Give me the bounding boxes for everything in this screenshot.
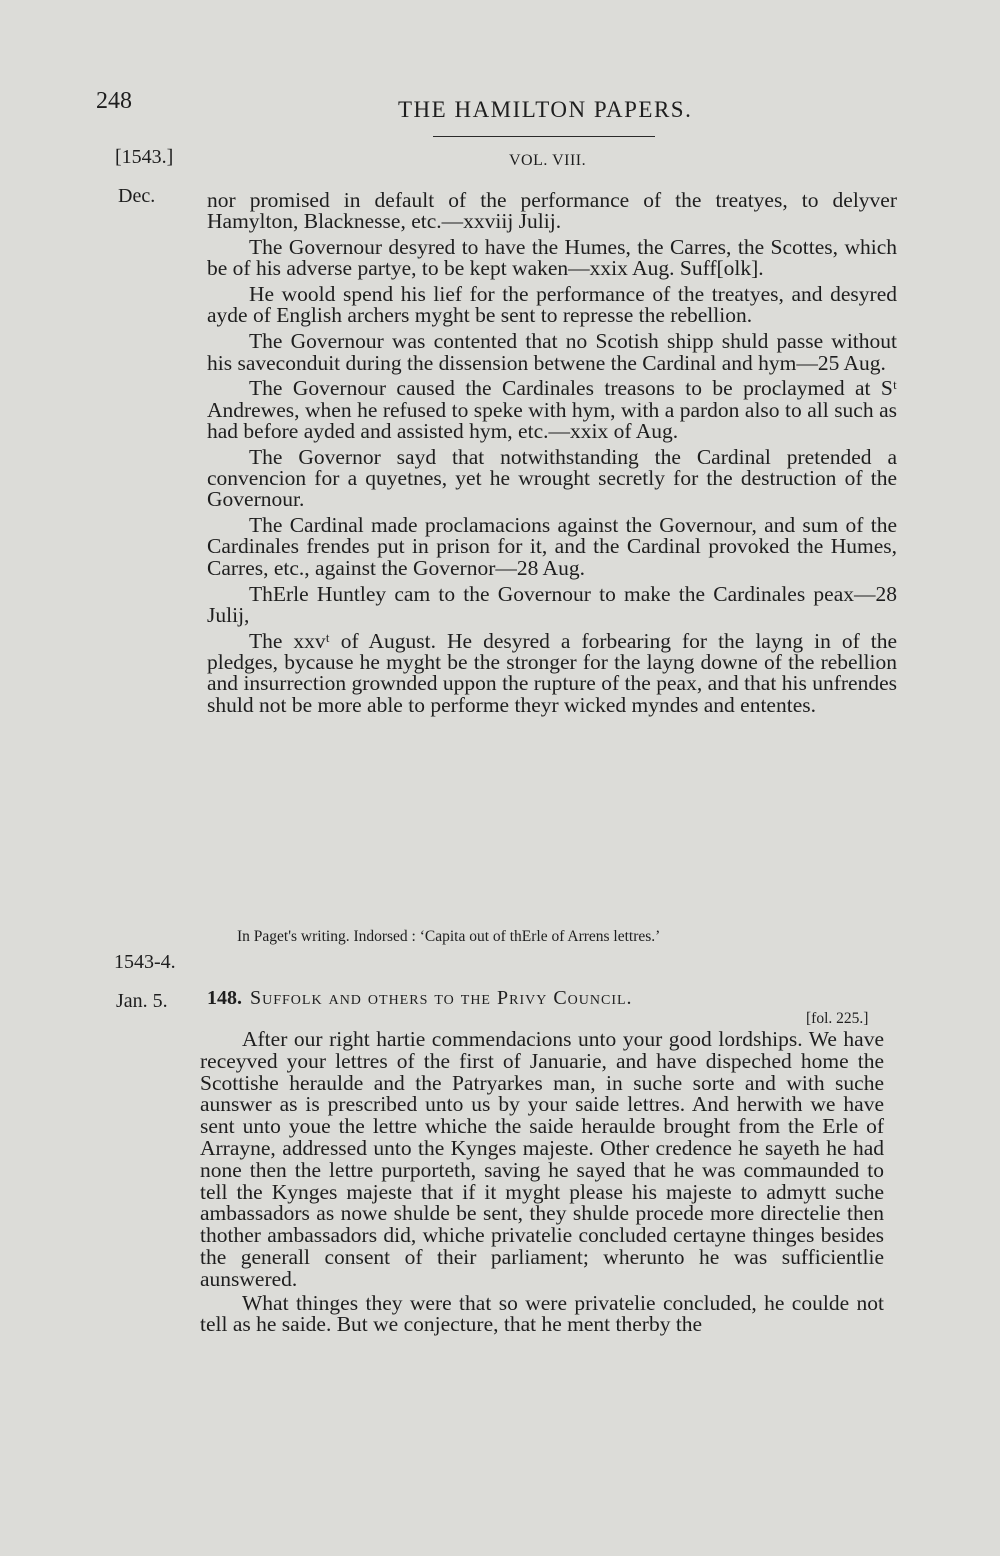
paragraph: The xxvᵗ of August. He desyred a forbearing for the layng in of the pledges, bycause he myght be the stronger for the layng downe of the rebellion and insurrection grownded uppon the rupture of the peax, and that his unfrendes shuld not be more able to performe theyr wicked myndes and ententes. — [207, 628, 897, 717]
paragraph: ThErle Huntley cam to the Governour to make the Cardinales peax—28 Julij, — [207, 581, 897, 627]
editorial-note: In Paget's writing. Indorsed : ‘Capita out of thErle of Arrens lettres.’ — [237, 928, 661, 945]
entry-body — [200, 1029, 884, 1338]
margin-date: Jan. 5. — [116, 990, 168, 1012]
paragraph: The Governour desyred to have the Humes, the Carres, the Scottes, which be of his adverse partye, to be kept waken—xxix Aug. Suff[olk]. — [207, 235, 897, 281]
margin-year: 1543-4. — [114, 951, 176, 973]
section-body — [207, 190, 897, 720]
paragraph: What thinges they were that so were privatelie concluded, he coulde not tell as he saide. But we conjecture, that he ment therby the — [200, 1290, 884, 1337]
margin-year: [1543.] — [115, 146, 174, 168]
margin-month: Dec. — [118, 185, 156, 207]
entry-number: 148. — [207, 987, 242, 1009]
paragraph: The Cardinal made proclamacions against the Governour, and sum of the Cardinales frendes put in prison for it, and the Cardinal provoked the Humes, Carres, etc., against the Governor—28 Aug. — [207, 513, 897, 580]
paragraph: nor promised in default of the performance of the treatyes, to delyver Hamylton, Blacknesse, etc.—xxviij Julij. — [207, 188, 897, 234]
page-number: 248 — [96, 88, 132, 114]
volume-label: VOL. VIII. — [509, 152, 587, 169]
folio-reference: [fol. 225.] — [806, 1010, 869, 1027]
paragraph: The Governour caused the Cardinales treasons to be proclaymed at Sᵗ Andrewes, when he refused to speke with hym, with a pardon also to all such as had before ayded and assisted hym, etc.—xxix of Aug. — [207, 376, 897, 443]
paragraph: The Governour was contented that no Scotish shipp shuld passe without his saveconduit during the dissension betwene the Cardinal and hym—25 Aug. — [207, 329, 897, 375]
running-title: THE HAMILTON PAPERS. — [398, 97, 693, 122]
paragraph: After our right hartie commendacions unto your good lordships. We have receyved your lettres of the first of Januarie, and have dispeched home the Scottishe heraulde and the Patryarkes man, in suche sorte and with suche aunswer as is prescribed unto us by your saide lettres. And herwith we have sent unto youe the lettre whiche the saide heraulde brought from the Erle of Arrayne, addressed unto the Kynges majeste. Other credence he sayeth he had none then the lettre purporteth, saving he sayed that he was commaunded to tell the Kynges majeste that if it myght please his majeste to admytt suche ambassadors as nowe shulde be sent, they shulde procede more directelie then thother ambassadors did, whiche privatelie concluded certayne thinges besides the generall consent of their parliament; wherunto he was sufficientlie aunswered. — [200, 1027, 884, 1291]
paragraph: The Governor sayd that notwithstanding the Cardinal pretended a convencion for a quyetnes, yet he wrought secretly for the destruction of the Governour. — [207, 444, 897, 512]
paragraph: He woold spend his lief for the performance of the treatyes, and desyred ayde of English archers myght be sent to represse the rebellion. — [207, 282, 897, 328]
title-rule — [433, 136, 655, 137]
entry-title: Suffolk and others to the Privy Council. — [250, 987, 633, 1009]
entry-heading — [207, 987, 633, 1010]
